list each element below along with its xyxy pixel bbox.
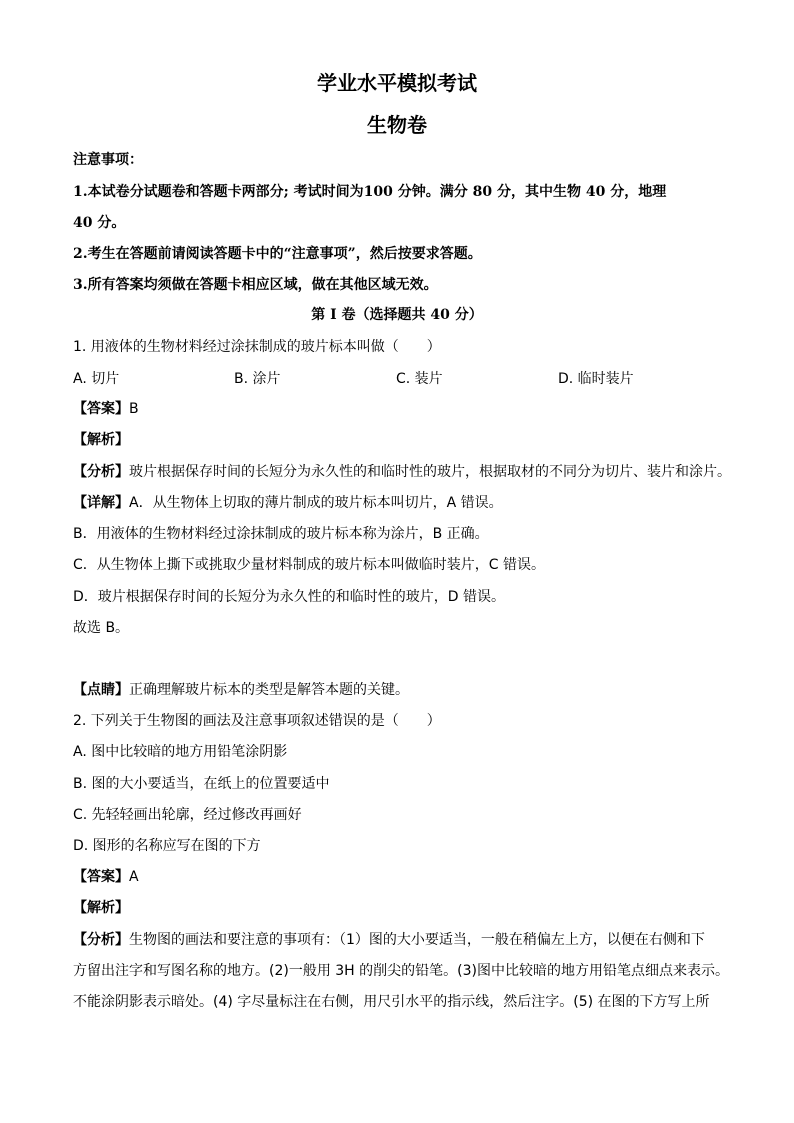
- q1-option-a: A. 切片: [73, 371, 120, 387]
- q1-option-b: B. 涂片: [234, 371, 281, 387]
- q2-fenxi-label: 【分析】: [73, 932, 129, 948]
- q2-option-d: D. 图形的名称应写在图的下方: [73, 838, 261, 854]
- notes-item-1-line-1: 1.本试卷分试题卷和答题卡两部分; 考试时间为100 分钟。满分 80 分，其中生物 40 分，地理: [73, 184, 667, 200]
- q2-analysis-label: 【解析】: [73, 900, 129, 916]
- q1-stem: 1. 用液体的生物材料经过涂抹制成的玻片标本叫做（ ）: [73, 339, 441, 355]
- q1-xiangjie-d: D．玻片根据保存时间的长短分为永久性的和临时性的玻片，D 错误。: [73, 589, 506, 605]
- q1-option-d: D. 临时装片: [558, 371, 634, 387]
- q2-fenxi-line-1: 生物图的画法和要注意的事项有：（1）图的大小要适当，一般在稍偏左上方，以便在右侧和下: [129, 932, 705, 948]
- q1-xiangjie-a: A．从生物体上切取的薄片制成的玻片标本叫切片，A 错误。: [129, 495, 503, 511]
- q2-option-c: C. 先轻轻画出轮廓，经过修改再画好: [73, 807, 302, 823]
- q2-answer-value: A: [129, 869, 139, 885]
- q1-dianjing-label: 【点睛】: [73, 682, 129, 698]
- q1-analysis-label: 【解析】: [73, 432, 129, 448]
- q1-xiangjie-c: C．从生物体上撕下或挑取少量材料制成的玻片标本叫做临时装片，C 错误。: [73, 557, 545, 573]
- notes-item-1-line-2: 40 分。: [73, 215, 126, 231]
- q1-answer-label: 【答案】: [73, 401, 129, 417]
- q2-stem: 2. 下列关于生物图的画法及注意事项叙述错误的是（ ）: [73, 713, 441, 729]
- q1-fenxi: [73, 462, 731, 482]
- q2-option-a: A. 图中比较暗的地方用铅笔涂阴影: [73, 744, 288, 760]
- notes-item-3: 3.所有答案均须做在答题卡相应区域，做在其他区域无效。: [73, 277, 438, 293]
- q2-fenxi: [73, 930, 705, 950]
- document-title: 学业水平模拟考试: [317, 71, 477, 95]
- q1-fenxi-label: 【分析】: [73, 464, 129, 480]
- notes-heading: 注意事项：: [73, 152, 143, 168]
- q1-answer-value: B: [129, 401, 139, 417]
- section-title: 第 I 卷（选择题共 40 分）: [311, 307, 483, 323]
- q1-conclusion: 故选 B。: [73, 620, 130, 636]
- q1-fenxi-text: 玻片根据保存时间的长短分为永久性的和临时性的玻片，根据取材的不同分为切片、装片和涂片。: [129, 464, 731, 480]
- q2-fenxi-line-3: 不能涂阴影表示暗处。(4) 字尽量标注在右侧，用尺引水平的指示线，然后注字。(5) 在图的下方写上所: [73, 994, 710, 1010]
- notes-item-2: 2.考生在答题前请阅读答题卡中的“注意事项”，然后按要求答题。: [73, 246, 482, 262]
- q1-xiangjie: [73, 493, 503, 513]
- q1-dianjing-text: 正确理解玻片标本的类型是解答本题的关键。: [129, 682, 409, 698]
- q1-answer: [73, 399, 139, 419]
- q2-option-b: B. 图的大小要适当，在纸上的位置要适中: [73, 776, 330, 792]
- q2-answer-label: 【答案】: [73, 869, 129, 885]
- q1-dianjing: [73, 680, 409, 700]
- document-subtitle: 生物卷: [367, 113, 427, 137]
- q2-answer: [73, 867, 139, 887]
- q1-xiangjie-label: 【详解】: [73, 495, 129, 511]
- q1-option-c: C. 装片: [396, 371, 443, 387]
- q1-xiangjie-b: B．用液体的生物材料经过涂抹制成的玻片标本称为涂片，B 正确。: [73, 526, 489, 542]
- q2-fenxi-line-2: 方留出注字和写图名称的地方。(2)一般用 3H 的削尖的铅笔。(3)图中比较暗的地方用铅笔点细点来表示。: [73, 963, 729, 979]
